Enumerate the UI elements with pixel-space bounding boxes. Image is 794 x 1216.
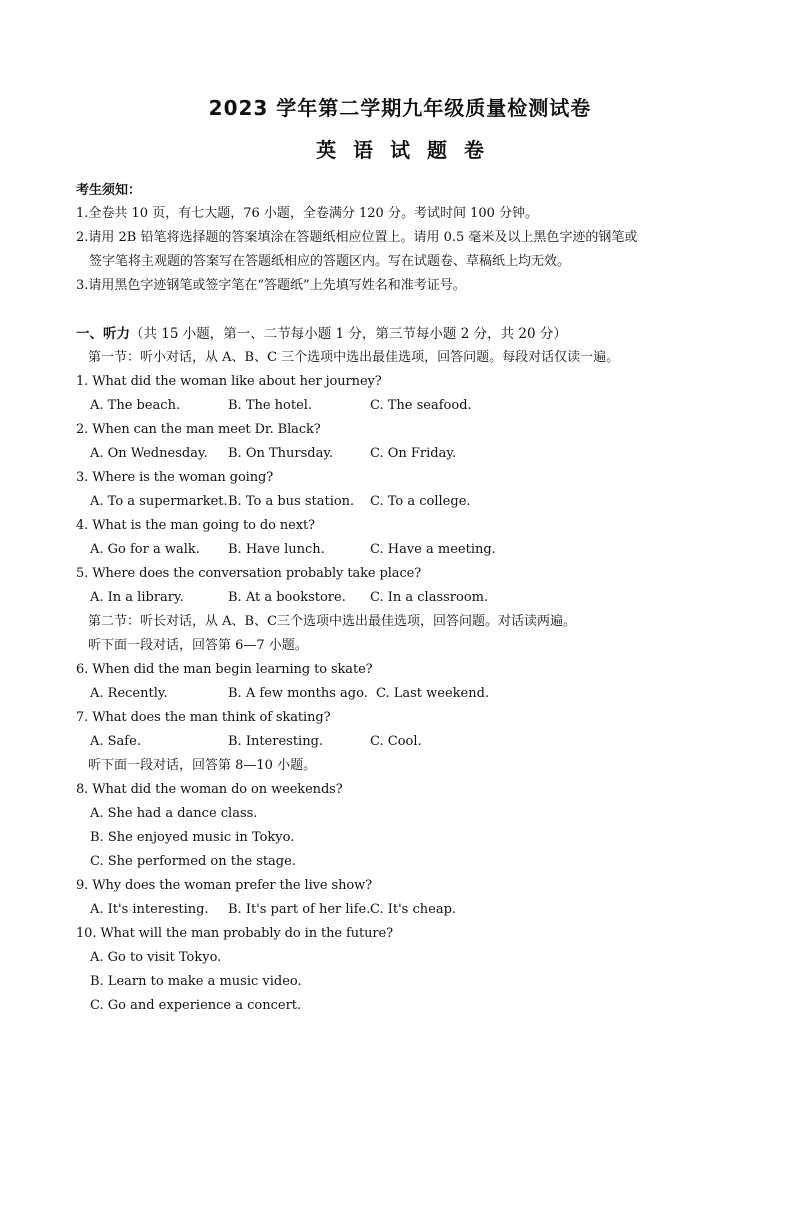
- question-2-options: [76, 442, 724, 466]
- question-8-option-b: B. She enjoyed music in Tokyo.: [90, 830, 295, 845]
- part1-instruction: 第一节：听小对话，从 A、B、C 三个选项中选出最佳选项，回答问题。每段对话仅读一遍。: [88, 350, 620, 365]
- option-c: C. Cool.: [370, 734, 422, 749]
- dialog-instruction-8-10: 听下面一段对话，回答第 8—10 小题。: [88, 758, 317, 773]
- option-b: B. Have lunch.: [228, 542, 325, 557]
- question-5-options: [76, 586, 724, 610]
- option-c: C. Last weekend.: [376, 686, 490, 701]
- question-9: 9. Why does the woman prefer the live show?: [76, 878, 373, 893]
- question-6: 6. When did the man begin learning to skate?: [76, 662, 373, 677]
- question-10-option-a: A. Go to visit Tokyo.: [90, 950, 222, 965]
- option-b: B. At a bookstore.: [228, 590, 346, 605]
- question-4: 4. What is the man going to do next?: [76, 518, 315, 533]
- exam-title: 2023 学年第二学期九年级质量检测试卷: [208, 96, 592, 120]
- question-1-options: [76, 394, 724, 418]
- question-6-options: [76, 682, 724, 706]
- question-10-option-b: B. Learn to make a music video.: [90, 974, 302, 989]
- option-a: A. Go for a walk.: [90, 542, 200, 557]
- option-a: A. Recently.: [90, 686, 168, 701]
- notice-item-3: 3.请用黑色字迹钢笔或签字笔在“答题纸”上先填写姓名和准考证号。: [76, 278, 466, 293]
- question-10: 10. What will the man probably do in the future?: [76, 926, 394, 941]
- option-a: A. To a supermarket.: [90, 494, 228, 509]
- question-8-option-c: C. She performed on the stage.: [90, 854, 296, 869]
- question-1: 1. What did the woman like about her journey?: [76, 374, 382, 389]
- option-b: B. To a bus station.: [228, 494, 355, 509]
- notice-item-2: 2.请用 2B 铅笔将选择题的答案填涂在答题纸相应位置上。请用 0.5 毫米及以上黑色字迹的钢笔或: [76, 230, 638, 245]
- question-8-option-a: A. She had a dance class.: [90, 806, 258, 821]
- option-c: C. On Friday.: [370, 446, 457, 461]
- option-a: A. On Wednesday.: [90, 446, 208, 461]
- question-4-options: [76, 538, 724, 562]
- question-7-options: [76, 730, 724, 754]
- option-b: B. It's part of her life.: [228, 902, 371, 917]
- option-b: B. A few months ago.: [228, 686, 368, 701]
- section-description: （共 15 小题，第一、二节每小题 1 分，第三节每小题 2 分，共 20 分）: [130, 326, 567, 342]
- question-8: 8. What did the woman do on weekends?: [76, 782, 343, 797]
- option-b: B. Interesting.: [228, 734, 324, 749]
- question-10-option-c: C. Go and experience a concert.: [90, 998, 302, 1013]
- option-a: A. In a library.: [90, 590, 184, 605]
- question-7: 7. What does the man think of skating?: [76, 710, 331, 725]
- notice-heading: 考生须知：: [76, 183, 142, 198]
- option-c: C. It's cheap.: [370, 902, 457, 917]
- option-c: C. The seafood.: [370, 398, 472, 413]
- option-c: C. To a college.: [370, 494, 471, 509]
- notice-item-1: 1.全卷共 10 页，有七大题，76 小题，全卷满分 120 分。考试时间 100 分钟。: [76, 206, 539, 221]
- part2-instruction: 第二节：听长对话，从 A、B、C三个选项中选出最佳选项，回答问题。对话读两遍。: [88, 614, 577, 629]
- exam-page: [0, 94, 794, 1216]
- exam-subtitle: 英 语 试 题 卷: [316, 138, 484, 162]
- option-b: B. On Thursday.: [228, 446, 334, 461]
- option-a: A. It's interesting.: [90, 902, 209, 917]
- dialog-instruction-6-7: 听下面一段对话，回答第 6—7 小题。: [88, 638, 308, 653]
- question-2: 2. When can the man meet Dr. Black?: [76, 422, 321, 437]
- option-c: C. Have a meeting.: [370, 542, 496, 557]
- option-a: A. The beach.: [90, 398, 181, 413]
- option-c: C. In a classroom.: [370, 590, 489, 605]
- question-3: 3. Where is the woman going?: [76, 470, 274, 485]
- question-9-options: [76, 898, 724, 922]
- question-5: 5. Where does the conversation probably take place?: [76, 566, 422, 581]
- notice-item-2-continued: 签字笔将主观题的答案写在答题纸相应的答题区内。写在试题卷、草稿纸上均无效。: [89, 254, 571, 269]
- option-a: A. Safe.: [90, 734, 141, 749]
- section-title: 一、听力: [76, 326, 130, 342]
- question-3-options: [76, 490, 724, 514]
- section-listening-heading: [76, 322, 724, 346]
- option-b: B. The hotel.: [228, 398, 313, 413]
